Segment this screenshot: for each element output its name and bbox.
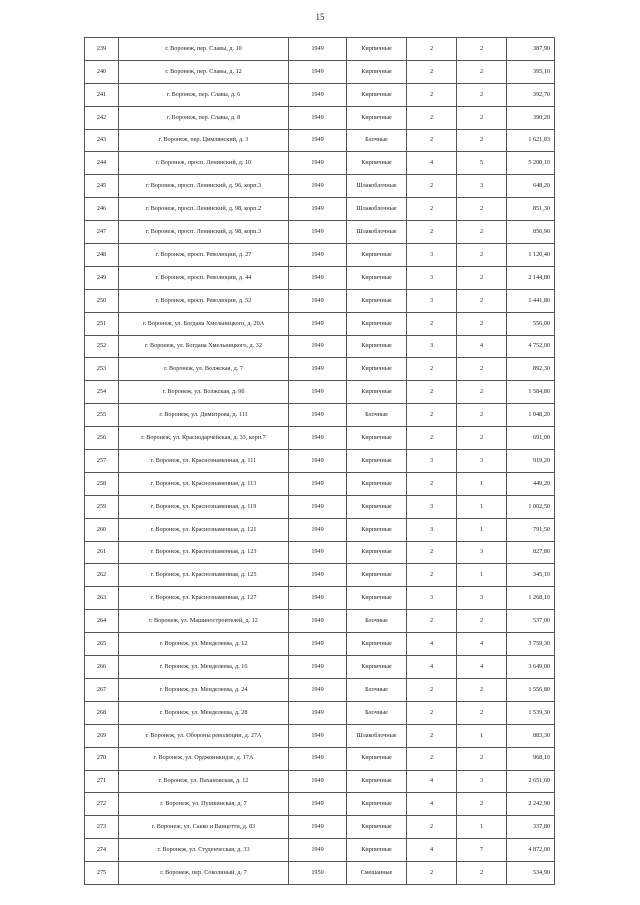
cell-area: 2 144,80 [507, 266, 555, 289]
cell-construction-year: 1949 [289, 495, 347, 518]
cell-floors: 2 [407, 312, 457, 335]
cell-row-number: 245 [85, 175, 119, 198]
cell-floors: 4 [407, 152, 457, 175]
cell-area: 449,20 [507, 472, 555, 495]
cell-address: г. Воронеж, ул. Краснознаменная, д. 119 [119, 495, 289, 518]
table-row [85, 587, 555, 610]
cell-floors: 2 [407, 427, 457, 450]
cell-wall-material: Кирпичные [347, 312, 407, 335]
cell-construction-year: 1949 [289, 816, 347, 839]
cell-entrances: 2 [457, 244, 507, 267]
cell-address: г. Воронеж, ул. Менделеева, д. 24 [119, 678, 289, 701]
cell-construction-year: 1949 [289, 656, 347, 679]
cell-entrances: 2 [457, 106, 507, 129]
cell-address: г. Воронеж, ул. Краснодарчейская, д. 33, корп.7 [119, 427, 289, 450]
cell-construction-year: 1949 [289, 541, 347, 564]
cell-address: г. Воронеж, ул. Менделеева, д. 12 [119, 633, 289, 656]
table-row [85, 747, 555, 770]
cell-construction-year: 1949 [289, 198, 347, 221]
cell-row-number: 247 [85, 221, 119, 244]
table-row [85, 335, 555, 358]
cell-wall-material: Кирпичные [347, 656, 407, 679]
table-row [85, 793, 555, 816]
cell-address: г. Воронеж, ул. Волжская, д. 9б [119, 381, 289, 404]
cell-area: 3 649,00 [507, 656, 555, 679]
cell-row-number: 273 [85, 816, 119, 839]
cell-entrances: 3 [457, 175, 507, 198]
cell-row-number: 262 [85, 564, 119, 587]
cell-row-number: 242 [85, 106, 119, 129]
cell-construction-year: 1949 [289, 312, 347, 335]
table-row [85, 60, 555, 83]
cell-entrances: 2 [457, 358, 507, 381]
table-row [85, 38, 555, 61]
cell-area: 337,80 [507, 816, 555, 839]
cell-area: 883,30 [507, 724, 555, 747]
cell-area: 390,20 [507, 106, 555, 129]
cell-address: г. Воронеж, просп. Ленинский, д. 10 [119, 152, 289, 175]
cell-entrances: 1 [457, 816, 507, 839]
cell-wall-material: Кирпичные [347, 793, 407, 816]
cell-address: г. Воронеж, просп. Революции, д. 44 [119, 266, 289, 289]
cell-row-number: 264 [85, 610, 119, 633]
table-row [85, 724, 555, 747]
cell-construction-year: 1949 [289, 587, 347, 610]
cell-address: г. Воронеж, просп. Революции, д. 52 [119, 289, 289, 312]
cell-wall-material: Кирпичные [347, 358, 407, 381]
cell-address: г. Воронеж, пер. Славы, д. 6 [119, 83, 289, 106]
cell-construction-year: 1949 [289, 129, 347, 152]
cell-area: 1 621,83 [507, 129, 555, 152]
cell-entrances: 2 [457, 60, 507, 83]
cell-construction-year: 1949 [289, 518, 347, 541]
cell-area: 1 441,80 [507, 289, 555, 312]
cell-area: 2 242,90 [507, 793, 555, 816]
cell-wall-material: Кирпичные [347, 106, 407, 129]
cell-row-number: 261 [85, 541, 119, 564]
cell-entrances: 2 [457, 747, 507, 770]
cell-area: 534,90 [507, 862, 555, 885]
cell-wall-material: Кирпичные [347, 564, 407, 587]
cell-entrances: 2 [457, 312, 507, 335]
cell-address: г. Воронеж, ул. Машиностроителей, д. 12 [119, 610, 289, 633]
cell-construction-year: 1949 [289, 633, 347, 656]
cell-area: 3 759,30 [507, 633, 555, 656]
cell-floors: 2 [407, 38, 457, 61]
cell-wall-material: Кирпичные [347, 816, 407, 839]
cell-area: 856,90 [507, 221, 555, 244]
cell-address: г. Воронеж, пер. Соколиный, д. 7 [119, 862, 289, 885]
cell-area: 345,10 [507, 564, 555, 587]
cell-wall-material: Шлакоблочные [347, 175, 407, 198]
table-row [85, 839, 555, 862]
cell-address: г. Воронеж, пер. Славы, д. 12 [119, 60, 289, 83]
cell-wall-material: Кирпичные [347, 839, 407, 862]
cell-area: 556,00 [507, 312, 555, 335]
cell-construction-year: 1949 [289, 358, 347, 381]
cell-floors: 3 [407, 335, 457, 358]
cell-construction-year: 1949 [289, 152, 347, 175]
cell-entrances: 1 [457, 724, 507, 747]
cell-wall-material: Кирпичные [347, 541, 407, 564]
cell-floors: 2 [407, 381, 457, 404]
cell-floors: 2 [407, 862, 457, 885]
cell-entrances: 2 [457, 38, 507, 61]
cell-area: 691,00 [507, 427, 555, 450]
cell-construction-year: 1949 [289, 289, 347, 312]
housing-registry-table [84, 37, 555, 885]
table-row [85, 770, 555, 793]
table-row [85, 312, 555, 335]
table-row [85, 678, 555, 701]
cell-row-number: 256 [85, 427, 119, 450]
table-row [85, 862, 555, 885]
table-row [85, 610, 555, 633]
cell-area: 537,00 [507, 610, 555, 633]
cell-address: г. Воронеж, ул. Менделеева, д. 28 [119, 701, 289, 724]
cell-row-number: 265 [85, 633, 119, 656]
cell-address: г. Воронеж, ул. Димитрова, д. 111 [119, 404, 289, 427]
cell-construction-year: 1949 [289, 610, 347, 633]
cell-construction-year: 1949 [289, 472, 347, 495]
cell-construction-year: 1949 [289, 404, 347, 427]
cell-entrances: 2 [457, 793, 507, 816]
cell-floors: 2 [407, 404, 457, 427]
cell-address: г. Воронеж, ул. Богдана Хмельницкого, д. 32 [119, 335, 289, 358]
cell-area: 791,50 [507, 518, 555, 541]
cell-wall-material: Блочные [347, 404, 407, 427]
cell-entrances: 3 [457, 587, 507, 610]
cell-floors: 3 [407, 266, 457, 289]
cell-floors: 2 [407, 60, 457, 83]
cell-entrances: 1 [457, 564, 507, 587]
table-row [85, 427, 555, 450]
cell-entrances: 1 [457, 518, 507, 541]
cell-construction-year: 1949 [289, 266, 347, 289]
cell-address: г. Воронеж, ул. Краснознаменная, д. 113 [119, 472, 289, 495]
cell-construction-year: 1949 [289, 221, 347, 244]
cell-wall-material: Кирпичные [347, 450, 407, 473]
cell-construction-year: 1949 [289, 381, 347, 404]
cell-wall-material: Шлакоблочные [347, 221, 407, 244]
cell-area: 1 584,80 [507, 381, 555, 404]
cell-entrances: 2 [457, 198, 507, 221]
cell-construction-year: 1949 [289, 106, 347, 129]
cell-wall-material: Кирпичные [347, 587, 407, 610]
cell-entrances: 2 [457, 129, 507, 152]
cell-area: 1 556,80 [507, 678, 555, 701]
cell-address: г. Воронеж, ул. Богдана Хмельницкого, д. 20А [119, 312, 289, 335]
cell-entrances: 4 [457, 633, 507, 656]
cell-address: г. Воронеж, ул. Краснознаменная, д. 125 [119, 564, 289, 587]
cell-construction-year: 1949 [289, 724, 347, 747]
table-row [85, 404, 555, 427]
cell-construction-year: 1949 [289, 175, 347, 198]
cell-construction-year: 1949 [289, 839, 347, 862]
cell-area: 648,20 [507, 175, 555, 198]
cell-entrances: 3 [457, 541, 507, 564]
table-row [85, 701, 555, 724]
cell-address: г. Воронеж, пер. Цимлянский, д. 3 [119, 129, 289, 152]
cell-wall-material: Смешанные [347, 862, 407, 885]
cell-area: 1 002,50 [507, 495, 555, 518]
cell-entrances: 2 [457, 678, 507, 701]
cell-entrances: 2 [457, 266, 507, 289]
table-row [85, 564, 555, 587]
table-row [85, 266, 555, 289]
cell-entrances: 3 [457, 770, 507, 793]
table-row [85, 541, 555, 564]
cell-floors: 3 [407, 289, 457, 312]
table-row [85, 518, 555, 541]
cell-floors: 2 [407, 564, 457, 587]
cell-row-number: 272 [85, 793, 119, 816]
cell-wall-material: Блочные [347, 678, 407, 701]
cell-area: 919,20 [507, 450, 555, 473]
cell-address: г. Воронеж, ул. Краснознаменная, д. 127 [119, 587, 289, 610]
cell-floors: 2 [407, 747, 457, 770]
cell-wall-material: Кирпичные [347, 495, 407, 518]
cell-wall-material: Блочные [347, 610, 407, 633]
cell-area: 4 872,00 [507, 839, 555, 862]
cell-address: г. Воронеж, просп. Ленинский, д. 98, корп.3 [119, 221, 289, 244]
cell-row-number: 269 [85, 724, 119, 747]
cell-floors: 2 [407, 358, 457, 381]
cell-area: 1 048,20 [507, 404, 555, 427]
table-row [85, 244, 555, 267]
cell-entrances: 4 [457, 656, 507, 679]
cell-area: 395,10 [507, 60, 555, 83]
cell-entrances: 7 [457, 839, 507, 862]
table-row [85, 358, 555, 381]
table-row [85, 495, 555, 518]
cell-area: 827,80 [507, 541, 555, 564]
cell-area: 392,70 [507, 83, 555, 106]
cell-address: г. Воронеж, ул. Пушкинская, д. 7 [119, 793, 289, 816]
cell-floors: 4 [407, 793, 457, 816]
cell-row-number: 249 [85, 266, 119, 289]
cell-wall-material: Блочные [347, 701, 407, 724]
cell-row-number: 274 [85, 839, 119, 862]
cell-area: 387,90 [507, 38, 555, 61]
table-row [85, 221, 555, 244]
cell-address: г. Воронеж, пер. Славы, д. 10 [119, 38, 289, 61]
cell-row-number: 255 [85, 404, 119, 427]
cell-floors: 2 [407, 175, 457, 198]
cell-wall-material: Шлакоблочные [347, 198, 407, 221]
cell-entrances: 1 [457, 495, 507, 518]
cell-construction-year: 1949 [289, 335, 347, 358]
cell-wall-material: Кирпичные [347, 83, 407, 106]
cell-floors: 2 [407, 701, 457, 724]
table-row [85, 83, 555, 106]
cell-row-number: 263 [85, 587, 119, 610]
cell-area: 1 268,10 [507, 587, 555, 610]
cell-area: 5 200,10 [507, 152, 555, 175]
cell-address: г. Воронеж, ул. Студенческая, д. 33 [119, 839, 289, 862]
table-body [85, 38, 555, 885]
cell-row-number: 244 [85, 152, 119, 175]
cell-floors: 4 [407, 656, 457, 679]
cell-entrances: 5 [457, 152, 507, 175]
cell-entrances: 1 [457, 472, 507, 495]
cell-construction-year: 1949 [289, 701, 347, 724]
cell-floors: 3 [407, 587, 457, 610]
cell-entrances: 2 [457, 221, 507, 244]
cell-area: 1 120,40 [507, 244, 555, 267]
cell-row-number: 266 [85, 656, 119, 679]
cell-floors: 3 [407, 244, 457, 267]
cell-address: г. Воронеж, ул. Обороны революции, д. 27А [119, 724, 289, 747]
cell-wall-material: Шлакоблочные [347, 724, 407, 747]
cell-area: 968,10 [507, 747, 555, 770]
cell-floors: 2 [407, 816, 457, 839]
cell-floors: 2 [407, 106, 457, 129]
cell-construction-year: 1949 [289, 747, 347, 770]
cell-wall-material: Кирпичные [347, 381, 407, 404]
cell-floors: 2 [407, 472, 457, 495]
table-row [85, 656, 555, 679]
cell-wall-material: Блочные [347, 129, 407, 152]
cell-area: 851,30 [507, 198, 555, 221]
cell-address: г. Воронеж, ул. Краснознаменная, д. 121 [119, 518, 289, 541]
cell-construction-year: 1949 [289, 450, 347, 473]
cell-floors: 4 [407, 770, 457, 793]
cell-construction-year: 1949 [289, 793, 347, 816]
cell-construction-year: 1950 [289, 862, 347, 885]
cell-entrances: 2 [457, 83, 507, 106]
cell-floors: 3 [407, 495, 457, 518]
table-row [85, 450, 555, 473]
cell-floors: 2 [407, 678, 457, 701]
cell-wall-material: Кирпичные [347, 633, 407, 656]
table-row [85, 175, 555, 198]
table-row [85, 106, 555, 129]
cell-row-number: 240 [85, 60, 119, 83]
cell-address: г. Воронеж, ул. Сакко и Ванцетти, д. 83 [119, 816, 289, 839]
cell-address: г. Воронеж, ул. Орджоникидзе, д. 17А [119, 747, 289, 770]
cell-row-number: 243 [85, 129, 119, 152]
cell-floors: 2 [407, 198, 457, 221]
cell-entrances: 2 [457, 701, 507, 724]
cell-construction-year: 1949 [289, 678, 347, 701]
cell-floors: 3 [407, 518, 457, 541]
cell-row-number: 259 [85, 495, 119, 518]
table-row [85, 289, 555, 312]
cell-address: г. Воронеж, ул. Пахановская, д. 12 [119, 770, 289, 793]
cell-floors: 2 [407, 541, 457, 564]
cell-wall-material: Кирпичные [347, 770, 407, 793]
cell-construction-year: 1949 [289, 564, 347, 587]
cell-row-number: 248 [85, 244, 119, 267]
cell-area: 1 539,30 [507, 701, 555, 724]
table-row [85, 816, 555, 839]
cell-row-number: 246 [85, 198, 119, 221]
cell-floors: 4 [407, 839, 457, 862]
cell-entrances: 2 [457, 404, 507, 427]
cell-construction-year: 1949 [289, 770, 347, 793]
cell-row-number: 250 [85, 289, 119, 312]
cell-address: г. Воронеж, просп. Ленинский, д. 96, корп.3 [119, 175, 289, 198]
cell-entrances: 2 [457, 862, 507, 885]
cell-construction-year: 1949 [289, 83, 347, 106]
cell-row-number: 275 [85, 862, 119, 885]
cell-construction-year: 1949 [289, 60, 347, 83]
cell-row-number: 239 [85, 38, 119, 61]
cell-row-number: 258 [85, 472, 119, 495]
cell-entrances: 2 [457, 381, 507, 404]
cell-floors: 2 [407, 129, 457, 152]
cell-area: 4 752,00 [507, 335, 555, 358]
cell-floors: 4 [407, 633, 457, 656]
cell-address: г. Воронеж, ул. Краснознаменная, д. 111 [119, 450, 289, 473]
cell-wall-material: Кирпичные [347, 472, 407, 495]
cell-row-number: 260 [85, 518, 119, 541]
cell-floors: 2 [407, 221, 457, 244]
cell-wall-material: Кирпичные [347, 38, 407, 61]
cell-wall-material: Кирпичные [347, 152, 407, 175]
cell-entrances: 4 [457, 335, 507, 358]
cell-wall-material: Кирпичные [347, 747, 407, 770]
cell-row-number: 270 [85, 747, 119, 770]
cell-row-number: 241 [85, 83, 119, 106]
cell-row-number: 254 [85, 381, 119, 404]
cell-floors: 3 [407, 450, 457, 473]
table-row [85, 381, 555, 404]
cell-wall-material: Кирпичные [347, 335, 407, 358]
cell-row-number: 271 [85, 770, 119, 793]
cell-address: г. Воронеж, просп. Ленинский, д. 98, корп.2 [119, 198, 289, 221]
cell-entrances: 2 [457, 610, 507, 633]
cell-address: г. Воронеж, просп. Революции, д. 27 [119, 244, 289, 267]
cell-address: г. Воронеж, ул. Волжская, д. 7 [119, 358, 289, 381]
cell-row-number: 253 [85, 358, 119, 381]
cell-address: г. Воронеж, пер. Славы, д. 8 [119, 106, 289, 129]
cell-row-number: 251 [85, 312, 119, 335]
cell-area: 2 651,60 [507, 770, 555, 793]
cell-entrances: 3 [457, 450, 507, 473]
cell-wall-material: Кирпичные [347, 427, 407, 450]
cell-wall-material: Кирпичные [347, 60, 407, 83]
table-row [85, 129, 555, 152]
cell-area: 892,30 [507, 358, 555, 381]
cell-floors: 2 [407, 610, 457, 633]
cell-construction-year: 1949 [289, 244, 347, 267]
table-row [85, 472, 555, 495]
cell-address: г. Воронеж, ул. Краснознаменная, д. 123 [119, 541, 289, 564]
cell-wall-material: Кирпичные [347, 518, 407, 541]
cell-floors: 2 [407, 83, 457, 106]
table-row [85, 152, 555, 175]
cell-row-number: 268 [85, 701, 119, 724]
cell-entrances: 2 [457, 427, 507, 450]
cell-construction-year: 1949 [289, 38, 347, 61]
table-row [85, 198, 555, 221]
table-row [85, 633, 555, 656]
cell-wall-material: Кирпичные [347, 266, 407, 289]
cell-row-number: 267 [85, 678, 119, 701]
cell-entrances: 2 [457, 289, 507, 312]
cell-wall-material: Кирпичные [347, 289, 407, 312]
cell-floors: 2 [407, 724, 457, 747]
page-number: 15 [315, 12, 325, 22]
cell-address: г. Воронеж, ул. Менделеева, д. 16 [119, 656, 289, 679]
cell-row-number: 257 [85, 450, 119, 473]
cell-construction-year: 1949 [289, 427, 347, 450]
cell-row-number: 252 [85, 335, 119, 358]
cell-wall-material: Кирпичные [347, 244, 407, 267]
